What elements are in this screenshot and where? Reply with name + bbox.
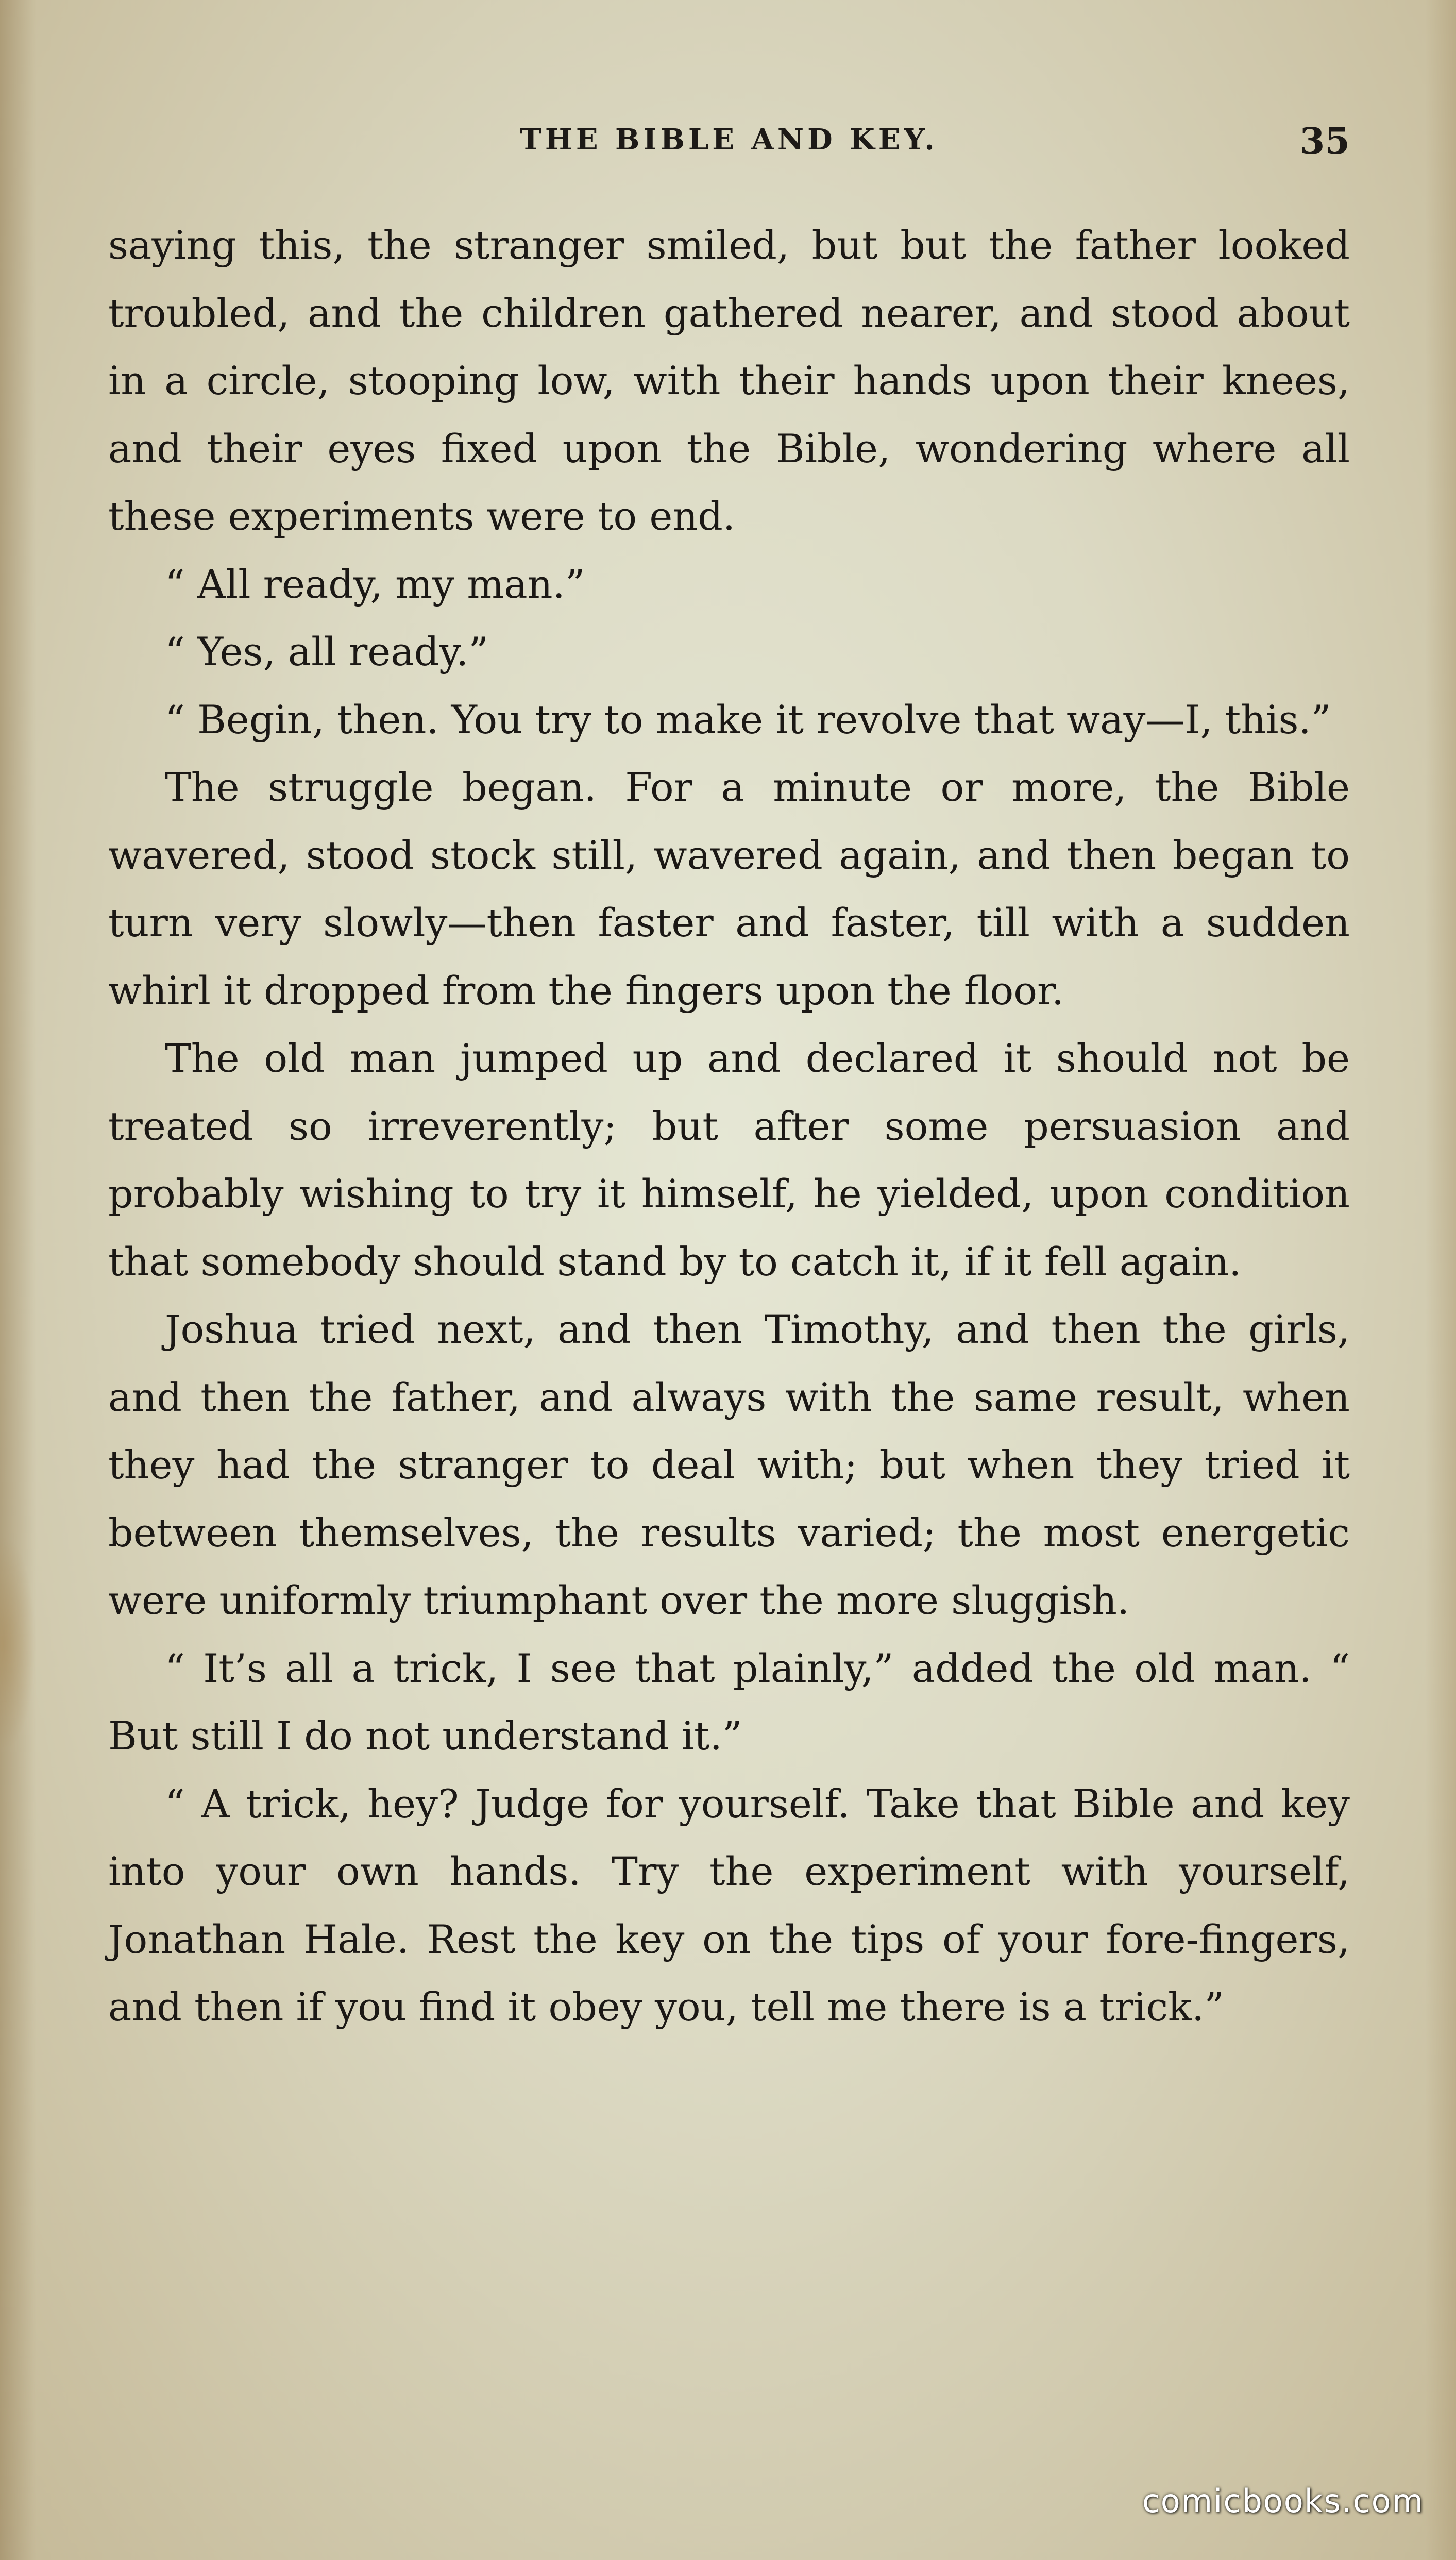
paragraph-4: “ Begin, then. You try to make it revolve that way—I, this.” [165, 696, 1331, 743]
paragraph-6: The old man jumped up and declared it should not be treated so irreverently; but after some persuasion and probably wishing to try it himself, he yielded, upon condition that somebody should stand by to catch it, if it fell again. [108, 1035, 1350, 1285]
paragraph-9: “ A trick, hey? Judge for yourself. Take that Bible and key into your own hands. Try the experiment with yourself, Jonathan Hale. Rest the key on the tips of your fore-fingers, and then if you find it obey you, tell me there is a trick.” [108, 1780, 1350, 2030]
page-edge-shadow-right [1425, 0, 1456, 2560]
paragraph-1: saying this, the stranger smiled, but but the father looked troubled, and the children gathered nearer, and stood about in a circle, stooping low, with their hands upon their knees, and their eyes fixed upon the Bible, wondering where all these experiments were to end. [108, 222, 1350, 539]
running-title: THE BIBLE AND KEY. [520, 123, 938, 157]
body-text [108, 211, 1350, 2041]
paragraph-5: The struggle began. For a minute or more, the Bible wavered, stood stock still, wavered again, and then began to turn very slowly—then faster and faster, till with a sudden whirl it dropped from the fingers upon the floor. [108, 764, 1350, 1014]
page-edge-shadow-left [0, 0, 36, 2560]
paper-stain [0, 1536, 36, 1752]
paragraph-7: Joshua tried next, and then Timothy, and then the girls, and then the father, and always with the same result, when they had the stranger to deal with; but when they tried it between themselves, the results varied; the most energetic were uniformly triumphant over the more sluggish. [108, 1306, 1350, 1623]
watermark: comicbooks.com [1142, 2482, 1424, 2520]
page-header [108, 120, 1350, 169]
paragraph-2: “ All ready, my man.” [165, 561, 585, 607]
paragraph-8: “ It’s all a trick, I see that plainly,” added the old man. “ But still I do not understand it.” [108, 1645, 1350, 1759]
paragraph-3: “ Yes, all ready.” [165, 629, 489, 675]
page-number: 35 [1299, 120, 1350, 162]
